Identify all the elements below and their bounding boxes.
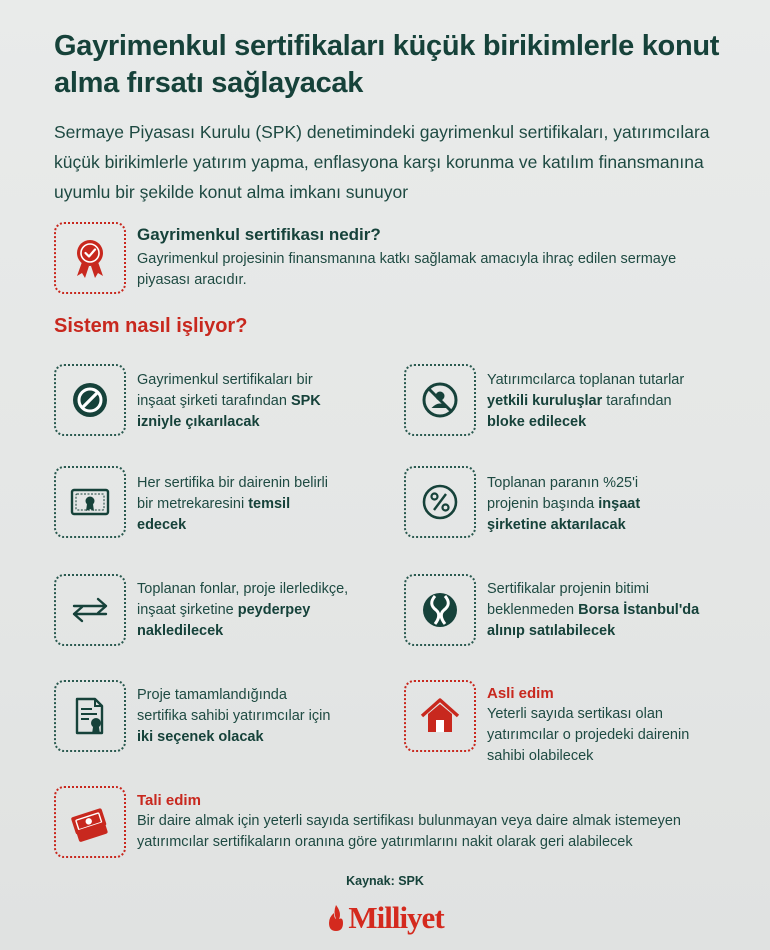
item-percent: [487, 473, 687, 536]
item-percent-bold: inşaat şirketine aktarılacak: [487, 496, 641, 533]
item-transfer: [137, 579, 352, 642]
item-block-bold: yetkili kuruluşlar: [487, 393, 603, 409]
borsa-logo-icon: [418, 588, 462, 632]
secondary-text: Bir daire almak için yeterli sayıda sertifikası bulunmayan veya daire almak istemeyen yatırımcılar sertifikaların oranına göre yatırımlarını nakit olarak geri alabilecek: [137, 813, 681, 850]
item-percent-text: Toplanan paranın %25'i projenin başında: [487, 475, 639, 512]
secondary-title: Tali edim: [137, 792, 201, 809]
item-options-text: Proje tamamlandığında sertifika sahibi yatırımcılar için: [137, 687, 331, 724]
item-options: [137, 685, 337, 748]
what-description: Gayrimenkul projesinin finansmanına katkı sağlamak amacıyla ihraç edilen sermaye piyasası aracıdır.: [137, 251, 677, 288]
source-label: Kaynak: SPK: [346, 874, 424, 888]
house-icon: [418, 694, 462, 738]
system-heading: Sistem nasıl işliyor?: [54, 315, 248, 337]
house-box: [404, 680, 476, 752]
flame-icon: [326, 903, 346, 933]
item-issue: [137, 370, 352, 433]
prohibited-icon: [68, 378, 112, 422]
item-secondary: [137, 790, 737, 853]
percent-box: [404, 466, 476, 538]
item-trade-bold: Borsa İstanbul'da: [578, 602, 700, 618]
item-transfer-text: Toplanan fonlar, proje ilerledikçe, inşaat şirketine: [137, 581, 349, 618]
borsa-box: [404, 574, 476, 646]
item-block: [487, 370, 707, 433]
item-transfer-bold: peyderpey nakledilecek: [137, 602, 311, 639]
item-issue-text: Gayrimenkul sertifikaları bir inşaat şirketi tarafından: [137, 372, 313, 409]
intro-text: Sermaye Piyasası Kurulu (SPK) denetimindeki gayrimenkul sertifikaları, yatırımcılara küçük birikimlerle yatırım yapma, enflasyona karşı korunma ve katılım finansmanına uyumlu bir şekilde konut alma imkanı sunuyor: [54, 122, 710, 202]
document-box: [54, 680, 126, 752]
what-heading: Gayrimenkul sertifikası nedir?: [137, 225, 381, 244]
item-issue-bold: SPK izniyle çıkarılacak: [137, 393, 321, 430]
document-seal-icon: [68, 694, 112, 738]
logo-text: Milliyet: [348, 900, 444, 935]
page-title: Gayrimenkul sertifikaları küçük birikimlerle konut alma fırsatı sağlayacak: [54, 30, 720, 99]
item-trade-text: Sertifikalar projenin bitimi beklenmeden: [487, 581, 649, 618]
primary-title: Asli edim: [487, 685, 554, 702]
item-represent: [137, 473, 337, 536]
no-user-icon: [418, 378, 462, 422]
item-represent-bold: temsil edecek: [137, 496, 291, 533]
cash-box: [54, 786, 126, 858]
prohibited-box: [54, 364, 126, 436]
item-options-bold: iki seçenek olacak: [137, 729, 264, 745]
item-block-text: Yatırımcılarca toplanan tutarlar: [487, 372, 685, 388]
item-trade: [487, 579, 737, 642]
percent-icon: [418, 480, 462, 524]
item-represent-text: Her sertifika bir dairenin belirli bir metrekaresini: [137, 475, 328, 512]
certificate-icon: [68, 480, 112, 524]
primary-text: Yeterli sayıda sertikası olan yatırımcılar o projedeki dairenin sahibi olabilecek: [487, 706, 690, 764]
no-user-box: [404, 364, 476, 436]
milliyet-logo: [300, 896, 470, 940]
cash-icon: [68, 800, 112, 844]
item-block-bold2: bloke edilecek: [487, 414, 587, 430]
item-primary: [487, 683, 717, 767]
arrows-exchange-icon: [68, 588, 112, 632]
item-block-mid: tarafından: [606, 393, 672, 409]
arrows-box: [54, 574, 126, 646]
item-trade-post: alınıp satılabilecek: [487, 623, 616, 639]
certificate-box: [54, 466, 126, 538]
ribbon-badge-box: [54, 222, 126, 294]
ribbon-badge-icon: [68, 236, 112, 280]
